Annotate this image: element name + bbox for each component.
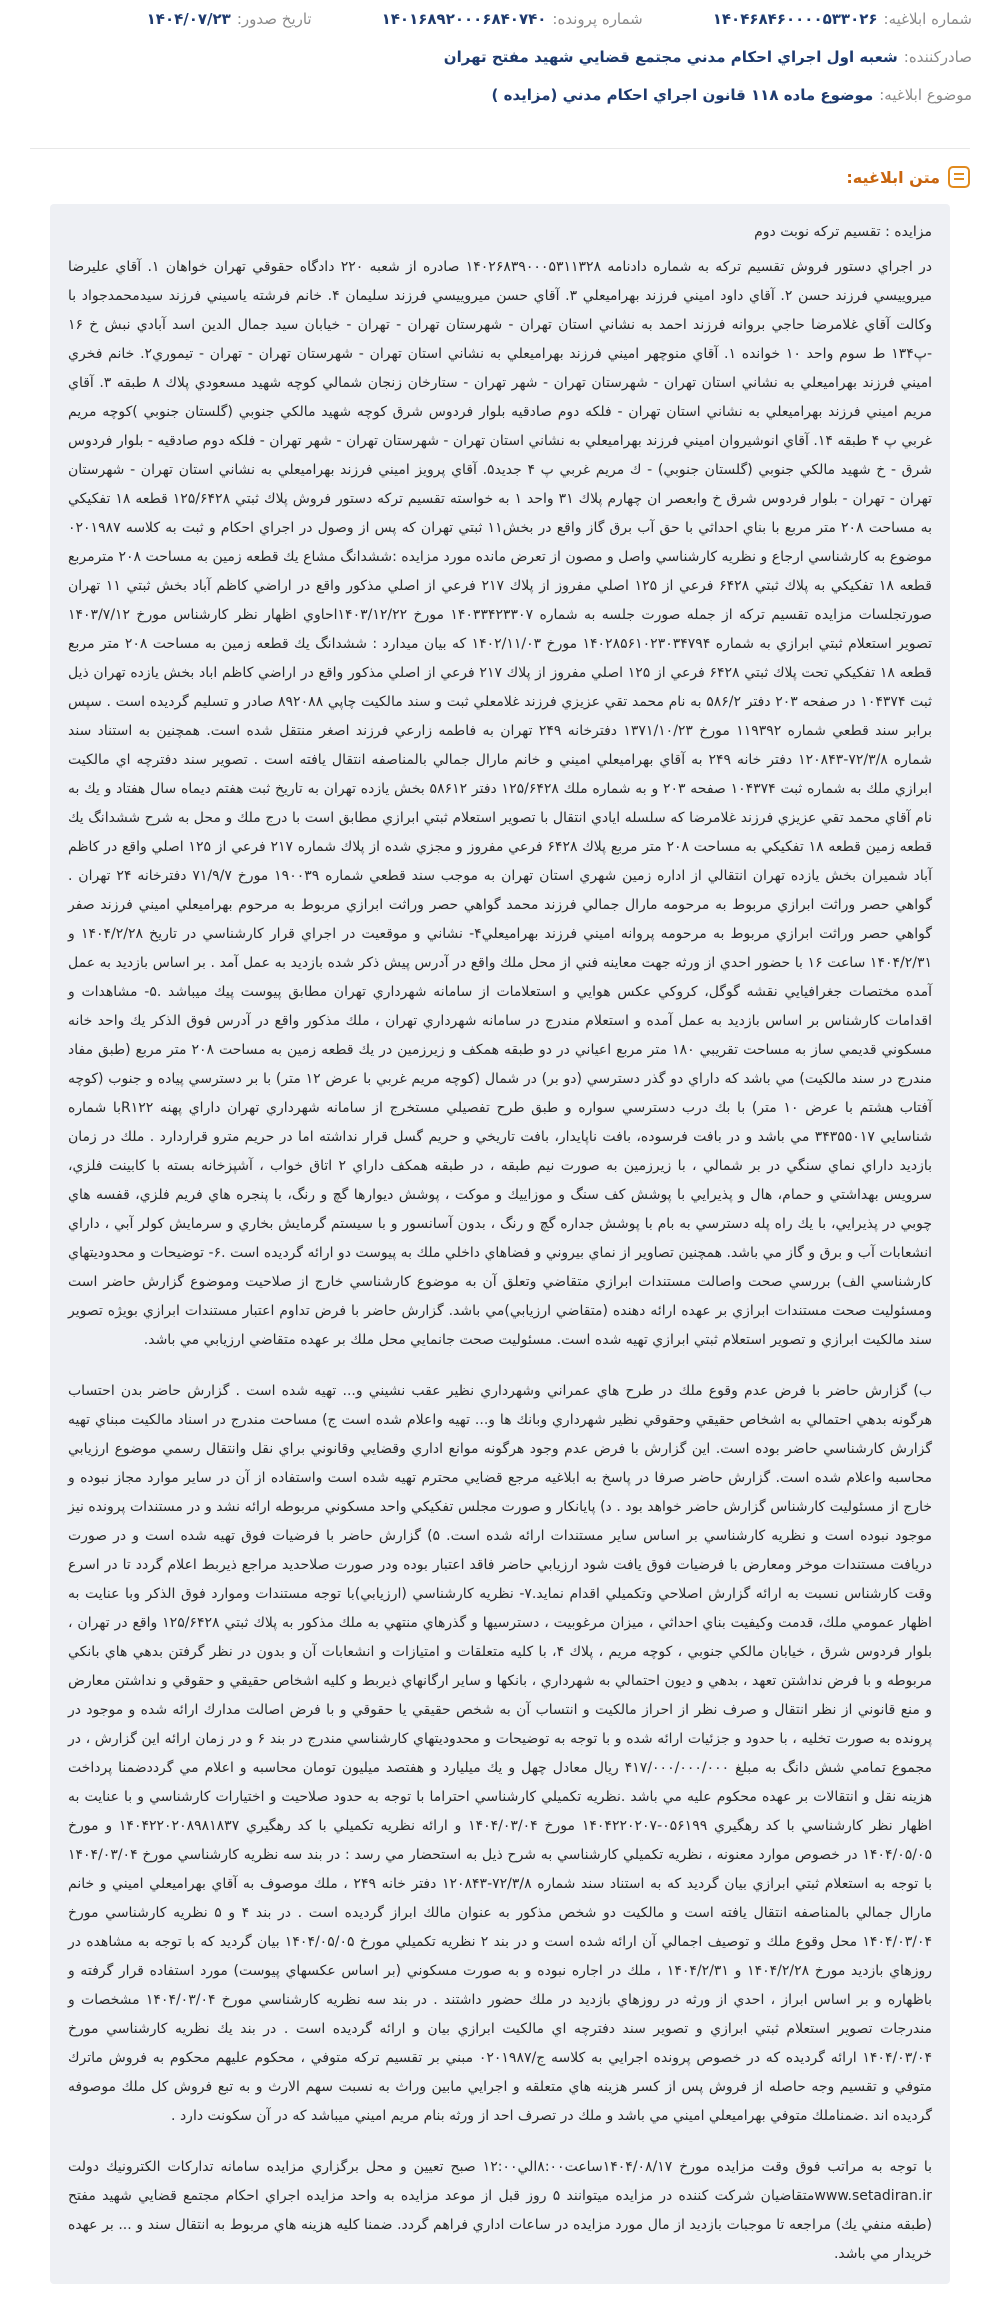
meta-row-issuer — [28, 38, 972, 76]
body-paragraph-2: ب) گزارش حاضر با فرض عدم وقوع ملك در طرح هاي عمراني وشهرداري نظير عقب نشيني و... تهيه شده است . گزارش حاضر بدن احتساب هرگونه بدهي احتمالي به اشخاص حقيقي وحقوقي نظير شهرداري وبانك ها و... تهيه واعلام شده است ج) مساحت مندرج در اسناد مالكيت مبناي تهيه گزارش كارشناسي حاضر بوده است. اين گزارش با فرض عدم وجود هرگونه موانع اداري وقضايي وقانوني براي نقل وانتقال رسمي موضوع ارزيابي محاسبه واعلام شده است. گزارش حاضر صرفا در پاسخ به ابلاغيه مرجع قضايي محترم تهيه شده است واستفاده از آن در ساير موارد مجاز نبوده و خارج از مسئوليت كارشناس گزارش حاضر خواهد بود . د) پايانكار و صورت مجلس تفكيكي واحد مسكوني مربوطه ارائه نشد و در مستندات پرونده نيز موجود نبوده است و نظريه كارشناسي بر اساس ساير مستندات ارائه شده است. ۵) گزارش حاضر با فرضيات فوق تهيه شده است و در صورت دريافت مستندات موخر ومعارض با فرضيات فوق يافت شود ارزيابي حاضر فاقد اعتبار بوده ودر صورت صلاحديد مراجع ذيربط اعلام گردد تا در اسرع وقت كارشناس نسبت به ارائه گزارش اصلاحي وتكميلي اقدام نمايد.۷- نظريه كارشناسي (ارزيابي)با توجه مستندات وموارد فوق الذكر وبا عنايت به اظهار عمومي ملك، قدمت وكيفيت بناي احداثي ، ميزان مرغوبيت ، دسترسيها و گذرهاي منتهي به ملك مذكور به پلاك ثبتي ۱۲۵/۶۴۲۸ واقع در تهران ، بلوار فردوس شرق ، خيابان مالكي جنوبي ، كوچه مريم ، پلاك ۴، با كليه متعلقات و امتيازات و انشعابات آن و بدون در نظر گرفتن بدهي هاي بانكي مربوطه و با فرض نداشتن تعهد ، بدهي و ديون احتمالي به شهرداري ، بانكها و ساير ارگانهاي ذيربط و كليه اشخاص حقيقي و حقوقي و نداشتن معارض و منع قانوني از نظر انتقال و صرف نظر از احراز مالكيت و انتساب آن به شخص حقيقي يا حقوقي و با فرض اصالت مدارك ارائه شده و موجود در پرونده به صورت تخليه ، با حدود و جزئيات ارائه شده و با توجه به توضيحات و محدوديتهاي كارشناسي مندرج در بند ۶ و در زمان ارائه اين گزارش ، در مجموع تمامي شش دانگ به مبلغ ۴۱۷/۰۰۰/۰۰۰/۰۰۰ ريال معادل چهل و يك ميليارد و هفتصد ميليون تومان محاسبه و اعلام مي گرددضمنا پرداخت هزينه نقل و انتقالات بر عهده محكوم عليه مي باشد .نظريه تكميلي كارشناسي احتراما با توجه به حدود صلاحيت و اختيارات كارشناسي و با عنايت به اظهار نظر كارشناسي با كد رهگيري ۰۵۶۱۹۹-۱۴۰۴۲۲۰۲۰۷ مورخ ۱۴۰۴/۰۳/۰۴ و ارائه نظريه تكميلي با كد رهگيري ۱۴۰۴۲۲۰۲۰۸۹۸۱۸۳۷ و مورخ ۱۴۰۴/۰۵/۰۵ در خصوص موارد معنونه ، نظريه تكميلي كارشناسي به شرح ذيل به استحضار مي رسد : در بند سه نظريه كارشناسي مورخ ۱۴۰۴/۰۳/۰۴ با توجه به استعلام ثبتي ابرازي بيان گرديد كه به استناد سند شماره ۷۲/۳/۸-۱۲۰۸۴۳ دفتر خانه ۲۴۹ ، ملك موصوف به آقاي بهراميعلي اميني و خانم مارال جمالي بالمناصفه انتقال يافته است و مالكيت دو شخص مذكور به عنوان مالك ابراز گرديده است . در بند ۴ و ۵ نظريه كارشناسي مورخ ۱۴۰۴/۰۳/۰۴ محل وقوع ملك و توصيف اجمالي آن ارائه شده است و در بند ۲ نظريه تكميلي مورخ ۱۴۰۴/۰۵/۰۵ بيان گرديد كه با توجه به مشاهده در روزهاي بازديد مورخ ۱۴۰۴/۲/۲۸ و ۱۴۰۴/۲/۳۱ ، ملك در اجاره نبوده و به صورت مسكوني (بر اساس عكسهاي پيوست) مورد استفاده قرار گرفته و باظهاره و بر اساس ابراز ، احدي از ورثه در روزهاي بازديد در ملك حضور داشتند . در بند سه نظريه كارشناسي مورخ ۱۴۰۴/۰۳/۰۴ مشخصات و مندرجات تصوير استعلام ثبتي ابرازي و تصوير سند دفترچه اي مالكيت ابرازي بيان و ارائه گرديده است . در بند يك نظريه كارشناسي مورخ ۱۴۰۴/۰۳/۰۴ ارائه گرديده كه در خصوص پرونده اجرايي به كلاسه ج/۰۲۰۱۹۸۷ مبني بر تقسيم تركه متوفي ، محكوم عليهم محكوم به فروش ماترك متوفي و تقسيم وجه حاصله از فروش پس از كسر هزينه هاي متعلقه و اجرايي مابين وراث به نسبت سهم الارث و به تبع فروش كل ملك موصوفه گرديده اند .ضمناملك متوفي بهراميعلي اميني مي باشد و ملك در تصرف احد از ورثه بنام مريم اميني ميباشد كه در آن سكونت دارد . — [68, 1383, 933, 2124]
notice-body — [50, 204, 950, 2284]
case-number-label: شماره پرونده: — [552, 10, 643, 28]
meta-row-subject — [28, 76, 972, 114]
notice-text-icon — [948, 166, 970, 188]
issue-date-block — [147, 10, 312, 28]
header-divider — [30, 148, 970, 149]
issue-date-label: تاریخ صدور: — [236, 10, 312, 28]
issuer-label: صادرکننده: — [903, 48, 972, 66]
body-paragraph-1: در اجراي دستور فروش تقسيم تركه به شماره دادنامه ۱۴۰۲۶۸۳۹۰۰۰۵۳۱۱۳۲۸ صادره از شعبه ۲۲۰ دادگاه حقوقي تهران خواهان ۱. آقاي عليرضا ميروييسي فرزند حسن ۲. آقاي داود اميني فرزند بهراميعلي ۳. آقاي حسن ميروييسي فرزند سليمان ۴. خانم فرشته ياسيني فرزند سيدمحمدجواد با وكالت آقاي غلامرضا حاجي بروانه فرزند احمد به نشاني استان تهران - شهرستان تهران - تهران - خيابان سيد جمال الدين اسد آبادي نبش خ ۱۶ -پ۱۳۴ ط سوم واحد ۱۰ خوانده ۱. آقاي منوچهر اميني فرزند بهراميعلي به نشاني استان تهران - شهرستان تهران - تهران - تيموري۲. خانم فخري اميني فرزند بهراميعلي به نشاني استان تهران - شهرستان تهران - شهر تهران - ستارخان زنجان شمالي كوچه شهيد مسعودي پلاك ۸ طبقه ۳. آقاي مريم اميني فرزند بهراميعلي به نشاني استان تهران - فلكه دوم صادقيه بلوار فردوس شرق كوچه شهيد مالكي جنوبي (گلستان جنوبي )كوچه مريم غربي پ ۴ طبقه ۱۴. آقاي انوشيروان اميني فرزند بهراميعلي به نشاني استان تهران - شهرستان تهران - شهر تهران - فلكه دوم صادقيه - بلوار فردوس شرق - خ شهيد مالكي جنوبي (گلستان جنوبي) - ك مريم غربي پ ۴ جديد۵. آقاي پرويز اميني فرزند بهراميعلي به نشاني استان تهران - شهرستان تهران - تهران - بلوار فردوس شرق خ وابعصر ان چهارم پلاك ۳۱ واحد ۱ به خواسته تقسيم تركه دستور فروش پلاك ثبتي ۱۲۵/۶۴۲۸ قطعه ۱۸ تفكيكي به مساحت ۲۰۸ متر مربع با بناي احداثي با حق آب برق گاز واقع در بخش۱۱ ثبتي تهران كه پس از وصول در اجراي احكام و ثبت به كلاسه ۰۲۰۱۹۸۷ موضوع به كارشناسي ارجاع و نظريه كارشناسي واصل و مصون از تعرض مانده مورد مزايده :ششدانگ مشاع يك قطعه زمين به مساحت ۲۰۸ مترمربع قطعه ۱۸ تفكيكي به پلاك ثبتي ۶۴۲۸ فرعي از ۱۲۵ اصلي مفروز از پلاك ۲۱۷ فرعي از اصلي مذكور واقع در اراضي كاظم آباد بخش ثبتي ۱۱ تهران صورتجلسات مزايده تقسيم تركه از جمله صورت جلسه به شماره ۱۴۰۳۳۴۲۳۳۰۷ مورخ ۱۴۰۳/۱۲/۲۲احاوي اظهار نظر كارشناس مورخ ۱۴۰۳/۷/۱۲ تصوير استعلام ثبتي ابرازي به شماره ۱۴۰۲۸۵۶۱۰۲۳۰۳۴۷۹۴ مورخ ۱۴۰۲/۱۱/۰۳ كه بيان ميدارد : ششدانگ يك قطعه زمين به مساحت ۲۰۸ متر مربع قطعه ۱۸ تفكيكي تحت پلاك ثبتي ۶۴۲۸ فرعي از ۱۲۵ اصلي مفروز از پلاك ۲۱۷ فرعي از اصلي مذكور واقع در اراضي كاظم اباد بخش يازده تهران ذيل ثبت ۱۰۴۳۷۴ در صفحه ۲۰۳ دفتر ۵۸۶/۲ به نام محمد تقي عزيزي فرزند غلامعلي ثبت و سند مالكيت چاپي ۸۹۲۰۸۸ صادر و تسليم گرديده است . سپس برابر سند قطعي شماره ۱۱۹۳۹۲ مورخ ۱۳۷۱/۱۰/۲۳ دفترخانه ۲۴۹ تهران به فاطمه زارعي فرزند اصغر منتقل شده است. همچنين به استناد سند شماره ۷۲/۳/۸-۱۲۰۸۴۳ دفتر خانه ۲۴۹ به آقاي بهراميعلي اميني و خانم مارال جمالي بالمناصفه انتقال يافته است . تصوير سند دفترچه اي مالكيت ابرازي ملك به شماره ثبت ۱۰۴۳۷۴ صفحه ۲۰۳ و به شماره ملك ۱۲۵/۶۴۲۸ دفتر ۵۸۶۱۲ بخش يازده تهران به تاريخ ثبت هفتم ديماه سال هفتاد و يك به نام آقاي محمد تقي عزيزي فرزند غلامرضا كه سلسله ايادي انتقال با تصوير استعلام ثبتي ابرازي مطابق است با درج ملك و محل به شرح ششدانگ يك قطعه زمين قطعه ۱۸ تفكيكي به مساحت ۲۰۸ متر مربع پلاك ۶۴۲۸ فرعي مفروز و مجزي شده از پلاك شماره ۲۱۷ فرعي از ۱۲۵ اصلي واقع در كاظم آباد شميران بخش يازده تهران انتقالي از اداره زمين شهري استان تهران به موجب سند قطعي شماره ۱۹۰۰۳۹ مورخ ۷۱/۹/۷ دفترخانه ۲۴ تهران . گواهي حصر وراثت ابرازي مربوط به مرحومه مارال جمالي فرزند محمد گواهي حصر وراثت ابرازي مربوط به مرحوم بهراميعلي اميني فرزند صفر گواهي حصر وراثت ابرازي مربوط به مرحومه پروانه اميني فرزند بهراميعلي۴- نشاني و موقعيت در اجراي قرار كارشناسي در تاريخ ۱۴۰۴/۲/۲۸ و ۱۴۰۴/۲/۳۱ ساعت ۱۶ با حضور احدي از ورثه جهت معاينه فني از محل ملك واقع در آدرس پيش ذكر شده بازديد به عمل آمد . بر اساس بازديد به عمل آمده مختصات جغرافيايي نقشه گوگل، كروكي عكس هوايي و استعلامات از سامانه شهرداري تهران مطابق پيوست پيك ميباشد .۵- مشاهدات و اقدامات كارشناس بر اساس بازديد به عمل آمده و استعلام مندرج در سامانه شهرداري تهران ، ملك مذكور واقع در آدرس فوق الذكر يك واحد خانه مسكوني قديمي ساز به مساحت تقريبي ۱۸۰ متر مربع اعياني در دو طبقه همكف و زيرزمين در يك قطعه زمين به مساحت ۲۰۸ متر مربع (طبق مفاد مندرج در سند مالكيت) مي باشد كه داراي دو گذر دسترسي (دو بر) در شمال (كوچه مريم غربي با عرض ۱۲ متر) با بر دسترسي پياده و جنوب (كوچه آفتاب هشتم با عرض ۱۰ متر) با بك درب دسترسي سواره و طبق طرح تفصيلي مستخرج از سامانه شهرداري تهران داراي پهنه R۱۲۲با شماره شناسايي ۳۴۳۵۵۰۱۷ مي باشد و در بافت فرسوده، بافت ناپايدار، بافت تاريخي و حريم گسل قرار نداشته اما در حريم مترو قراردارد . ملك در زمان بازديد داراي نماي سنگي در بر شمالي ، با زيرزمين به صورت نيم طبقه ، در طبقه همكف داراي ۲ اتاق خواب ، آشپزخانه بسته با كابينت فلزي، سرويس بهداشتي و حمام، هال و پذيرايي با پوشش كف سنگ و موزاييك و موكت ، پوشش ديوارها گچ و رنگ، با پنجره هاي فريم فلزي، قفسه هاي چوبي در پذيرايي، با يك راه پله دسترسي به بام با پوشش جداره گچ و رنگ ، بدون آسانسور و با سيستم گرمايش بخاري و سرمايش كولر آبي ، داراي انشعابات آب و برق و گاز مي باشد. همچنين تصاوير از نماي بيروني و فضاهاي داخلي ملك به پيوست دو ارائه گرديده است .۶- توضيحات و محدوديتهاي كارشناسي الف) بررسي صحت واصالت مستندات ابرازي متقاضي وتعلق آن به موضوع كارشناسي خارج از صلاحيت وموضوع گزارش حاضر است ومسئوليت صحت مستندات ابرازي بر عهده ارائه دهنده (متقاضي ارزيابي)مي باشد. گزارش حاضر با فرض تداوم اعتبار مستندات ابرازي بويژه تصوير سند مالكيت ابرازي و تصوير استعلام ثبتي ابرازي تهيه شده است. مسئوليت صحت جانمايي محل ملك بر عهده متقاضي ارزيابي مي باشد. — [68, 259, 933, 1348]
notice-number: ۱۴۰۴۶۸۴۶۰۰۰۰۵۳۳۰۲۶ — [712, 10, 878, 28]
notice-meta — [28, 0, 972, 114]
body-paragraph-3: با توجه به مراتب فوق وقت مزايده مورخ ۱۴۰۴/۰۸/۱۷ساعت۸:۰۰الي۱۲:۰۰ صبح تعيين و محل برگزاري مزايده سامانه تداركات الكترونيك دولت www.setadiran.irمتقاضيان شركت كننده در مزايده ميتوانند ۵ روز قبل از موعد مزايده به واحد مزايده اجراي احكام مجتمع قضايي شهيد مفتح (طبقه منفي يك) مراجعه تا موجبات بازديد از مال مورد مزايده در ساعات اداري فراهم گردد. ضمنا كليه هزينه هاي مربوط به انتقال سند و ... بر عهده خريدار مي باشد. — [68, 2159, 932, 2262]
meta-row-ids — [28, 0, 972, 38]
subject: موضوع ماده ۱۱۸ قانون اجراي احكام مدني (مزايده ) — [491, 86, 874, 104]
case-number: ۱۴۰۱۶۸۹۲۰۰۰۶۸۴۰۷۴۰ — [381, 10, 547, 28]
subject-label: موضوع ابلاغیه: — [879, 86, 972, 104]
notice-number-label: شماره ابلاغیه: — [883, 10, 972, 28]
notice-number-block — [713, 10, 972, 28]
notice-text-section-header — [846, 166, 970, 188]
body-heading: مزايده : تقسيم تركه نوبت دوم — [754, 224, 932, 240]
section-title: متن ابلاغیه: — [846, 167, 940, 187]
case-number-block — [382, 10, 643, 28]
issuer: شعبه اول اجراي احكام مدني مجتمع قضايي شهيد مفتح تهران — [443, 48, 898, 66]
issue-date: ۱۴۰۴/۰۷/۲۳ — [146, 10, 231, 28]
